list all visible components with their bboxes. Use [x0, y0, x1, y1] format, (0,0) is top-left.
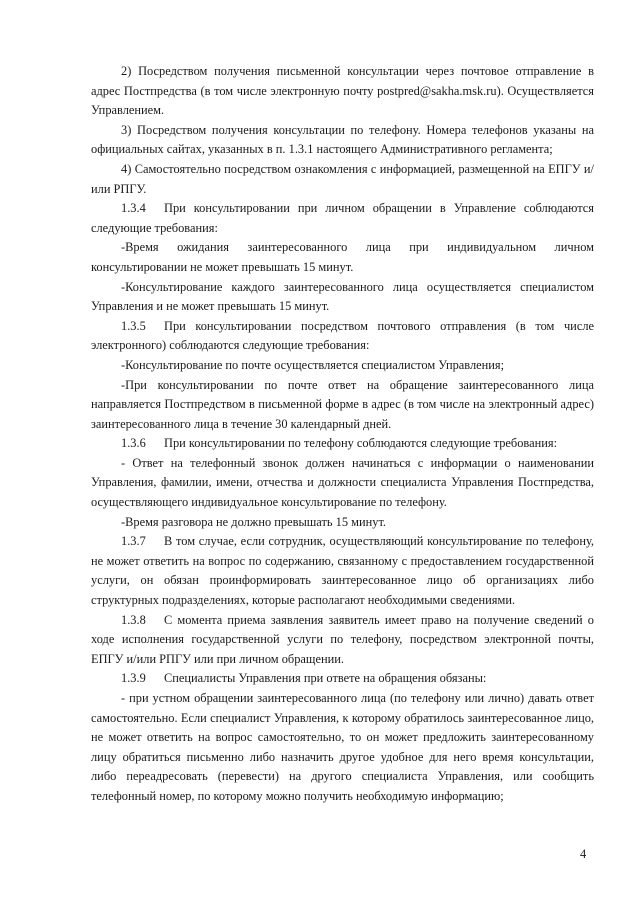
paragraph [91, 669, 594, 689]
paragraph [91, 434, 594, 454]
paragraph [91, 689, 594, 807]
paragraph [91, 376, 594, 435]
paragraph-text: Специалисты Управления при ответе на обращения обязаны: [164, 671, 487, 686]
paragraph [91, 121, 594, 160]
page-number: 4 [580, 847, 587, 861]
paragraph [91, 199, 594, 238]
section-number: 1.3.5 [121, 318, 146, 333]
paragraph-text: -При консультировании по почте ответ на обращение заинтересованного лица направляется Постпредством в письменной форме в адрес (в том числе на электронный адрес) заинтересованного лица в течение 30 календарный дней. [91, 377, 594, 431]
paragraph-text: При консультировании посредством почтового отправления (в том числе электронного) соблюдаются следующие требования: [91, 318, 594, 353]
paragraph [91, 454, 594, 513]
section-number: 1.3.7 [121, 534, 146, 549]
paragraph-text: При консультировании по телефону соблюдаются следующие требования: [164, 436, 558, 451]
paragraph-text: В том случае, если сотрудник, осуществляющий консультирование по телефону, не может ответить на вопрос по содержанию, связанному с предоставлением государственной услуги, он обязан проинформировать заинтересованное лицо об организациях либо структурных подразделениях, которые располагают необходимыми сведениями. [91, 534, 594, 608]
paragraph-text: -Время разговора не должно превышать 15 минут. [121, 514, 387, 529]
paragraph [91, 278, 594, 317]
paragraph-text: 3) Посредством получения консультации по телефону. Номера телефонов указаны на официальных сайтах, указанных в п. 1.3.1 настоящего Административного регламента; [91, 122, 594, 157]
paragraph-text: - при устном обращении заинтересованного лица (по телефону или лично) давать ответ самостоятельно. Если специалист Управления, к которому обратилось заинтересованное лицо, не может ответить на вопрос самостоятельно, то он может предложить заинтересованному лицу обратиться письменно либо назначить другое удобное для него время консультации, либо переадресовать (перевести) на другого специалиста Управления, или сообщить телефонный номер, по которому можно получить необходимую информацию; [91, 691, 594, 803]
paragraph [91, 160, 594, 199]
paragraph-text: - Ответ на телефонный звонок должен начинаться с информации о наименовании Управления, фамилии, имени, отчества и должности специалиста Управления Постпредства, осуществляющего индивидуальное консультирование по телефону. [91, 455, 594, 510]
paragraph-text: -Время ожидания заинтересованного лица при индивидуальном личном консультировании не может превышать 15 минут. [91, 240, 594, 274]
section-number: 1.3.6 [121, 436, 146, 451]
paragraph-text: -Консультирование по почте осуществляется специалистом Управления; [121, 357, 505, 372]
paragraph [91, 62, 594, 121]
paragraph [91, 611, 594, 670]
paragraph-text: 4) Самостоятельно посредством ознакомления с информацией, размещенной на ЕПГУ и/или РПГУ. [91, 161, 594, 196]
paragraph [91, 532, 594, 610]
section-number: 1.3.4 [121, 201, 146, 216]
paragraph [91, 513, 594, 533]
section-number: 1.3.9 [121, 671, 146, 686]
section-number: 1.3.8 [121, 612, 146, 627]
paragraph [91, 356, 594, 376]
paragraph [91, 317, 594, 356]
document-body [91, 62, 594, 807]
paragraph-text: С момента приема заявления заявитель имеет право на получение сведений о ходе исполнения государственной услуги по телефону, посредством электронной почты, ЕПГУ и/или РПГУ или при личном обращении. [91, 612, 594, 666]
paragraph-text: -Консультирование каждого заинтересованного лица осуществляется специалистом Управления и не может превышать 15 минут. [91, 279, 594, 314]
paragraph-text: 2) Посредством получения письменной консультации через почтовое отправление в адрес Постпредства (в том числе электронную почту postpred@sakha.msk.ru). Осуществляется Управлением. [91, 64, 594, 118]
paragraph-text: При консультировании при личном обращении в Управление соблюдаются следующие требования: [91, 201, 594, 235]
paragraph [91, 238, 594, 277]
